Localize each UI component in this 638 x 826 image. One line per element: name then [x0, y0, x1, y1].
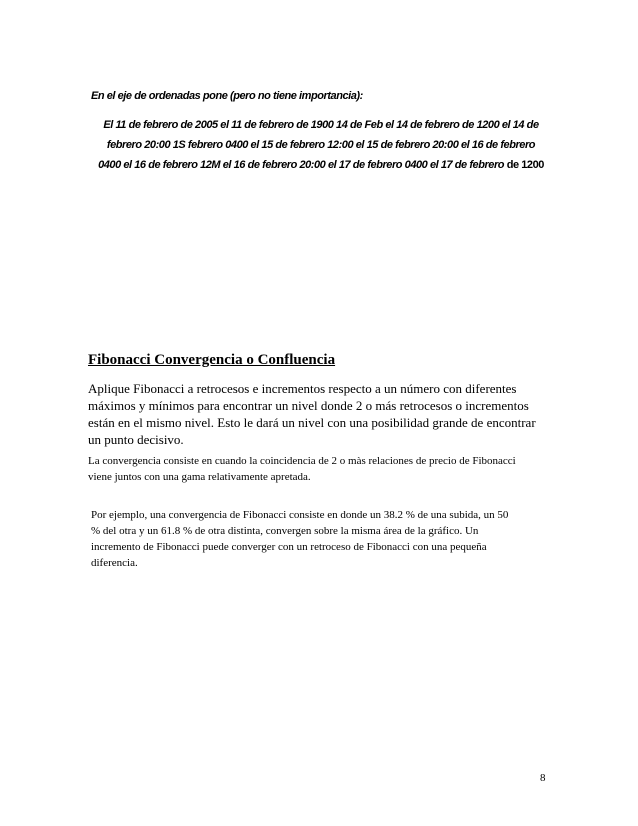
date-line-text: 0400 el 16 de febrero 12M el 16 de febrero 20:00 el 17 de febrero 0400 el 17 de febrero — [98, 159, 505, 171]
date-list — [86, 115, 556, 175]
page-number: 8 — [540, 772, 546, 784]
paragraph-convergence-definition — [88, 453, 558, 485]
date-line-tail: de 1200 — [506, 159, 544, 171]
paragraph-line: incremento de Fibonacci puede converger con un retroceso de Fibonacci con una pequeña — [91, 541, 487, 553]
section-title: Fibonacci Convergencia o Confluencia — [88, 352, 336, 368]
date-line: El 11 de febrero de 2005 el 11 de febrero de 1900 14 de Feb el 14 de febrero de 1200 el 14 de — [103, 119, 539, 131]
paragraph-line: Por ejemplo, una convergencia de Fibonacci consiste en donde un 38.2 % de una subida, un 50 — [91, 509, 509, 521]
paragraph-line: La convergencia consiste en cuando la coincidencia de 2 o màs relaciones de precio de Fibonacci — [88, 455, 516, 467]
date-line: febrero 20:00 1S febrero 0400 el 15 de febrero 12:00 el 15 de febrero 20:00 el 16 de febrero — [106, 139, 536, 151]
paragraph-line: están en el mismo nivel. Esto le dará un nivel con una posibilidad grande de encontrar — [88, 415, 536, 430]
paragraph-line: máximos y mínimos para encontrar un nivel donde 2 o más retrocesos o incrementos — [88, 398, 529, 413]
paragraph-line: % del otra y un 61.8 % de otra distinta, convergen sobre la misma área de la gráfico. Un — [91, 525, 479, 537]
paragraph-line: Aplique Fibonacci a retrocesos e incrementos respecto a un número con diferentes — [88, 381, 517, 396]
paragraph-convergence-example — [91, 507, 561, 571]
paragraph-line: un punto decisivo. — [88, 432, 184, 447]
date-line — [86, 155, 556, 175]
paragraph-fibonacci-apply — [88, 380, 558, 448]
paragraph-line: diferencia. — [91, 557, 138, 569]
paragraph-line: viene juntos con una gama relativamente apretada. — [88, 471, 311, 483]
axis-note: En el eje de ordenadas pone (pero no tiene importancia): — [91, 90, 363, 102]
